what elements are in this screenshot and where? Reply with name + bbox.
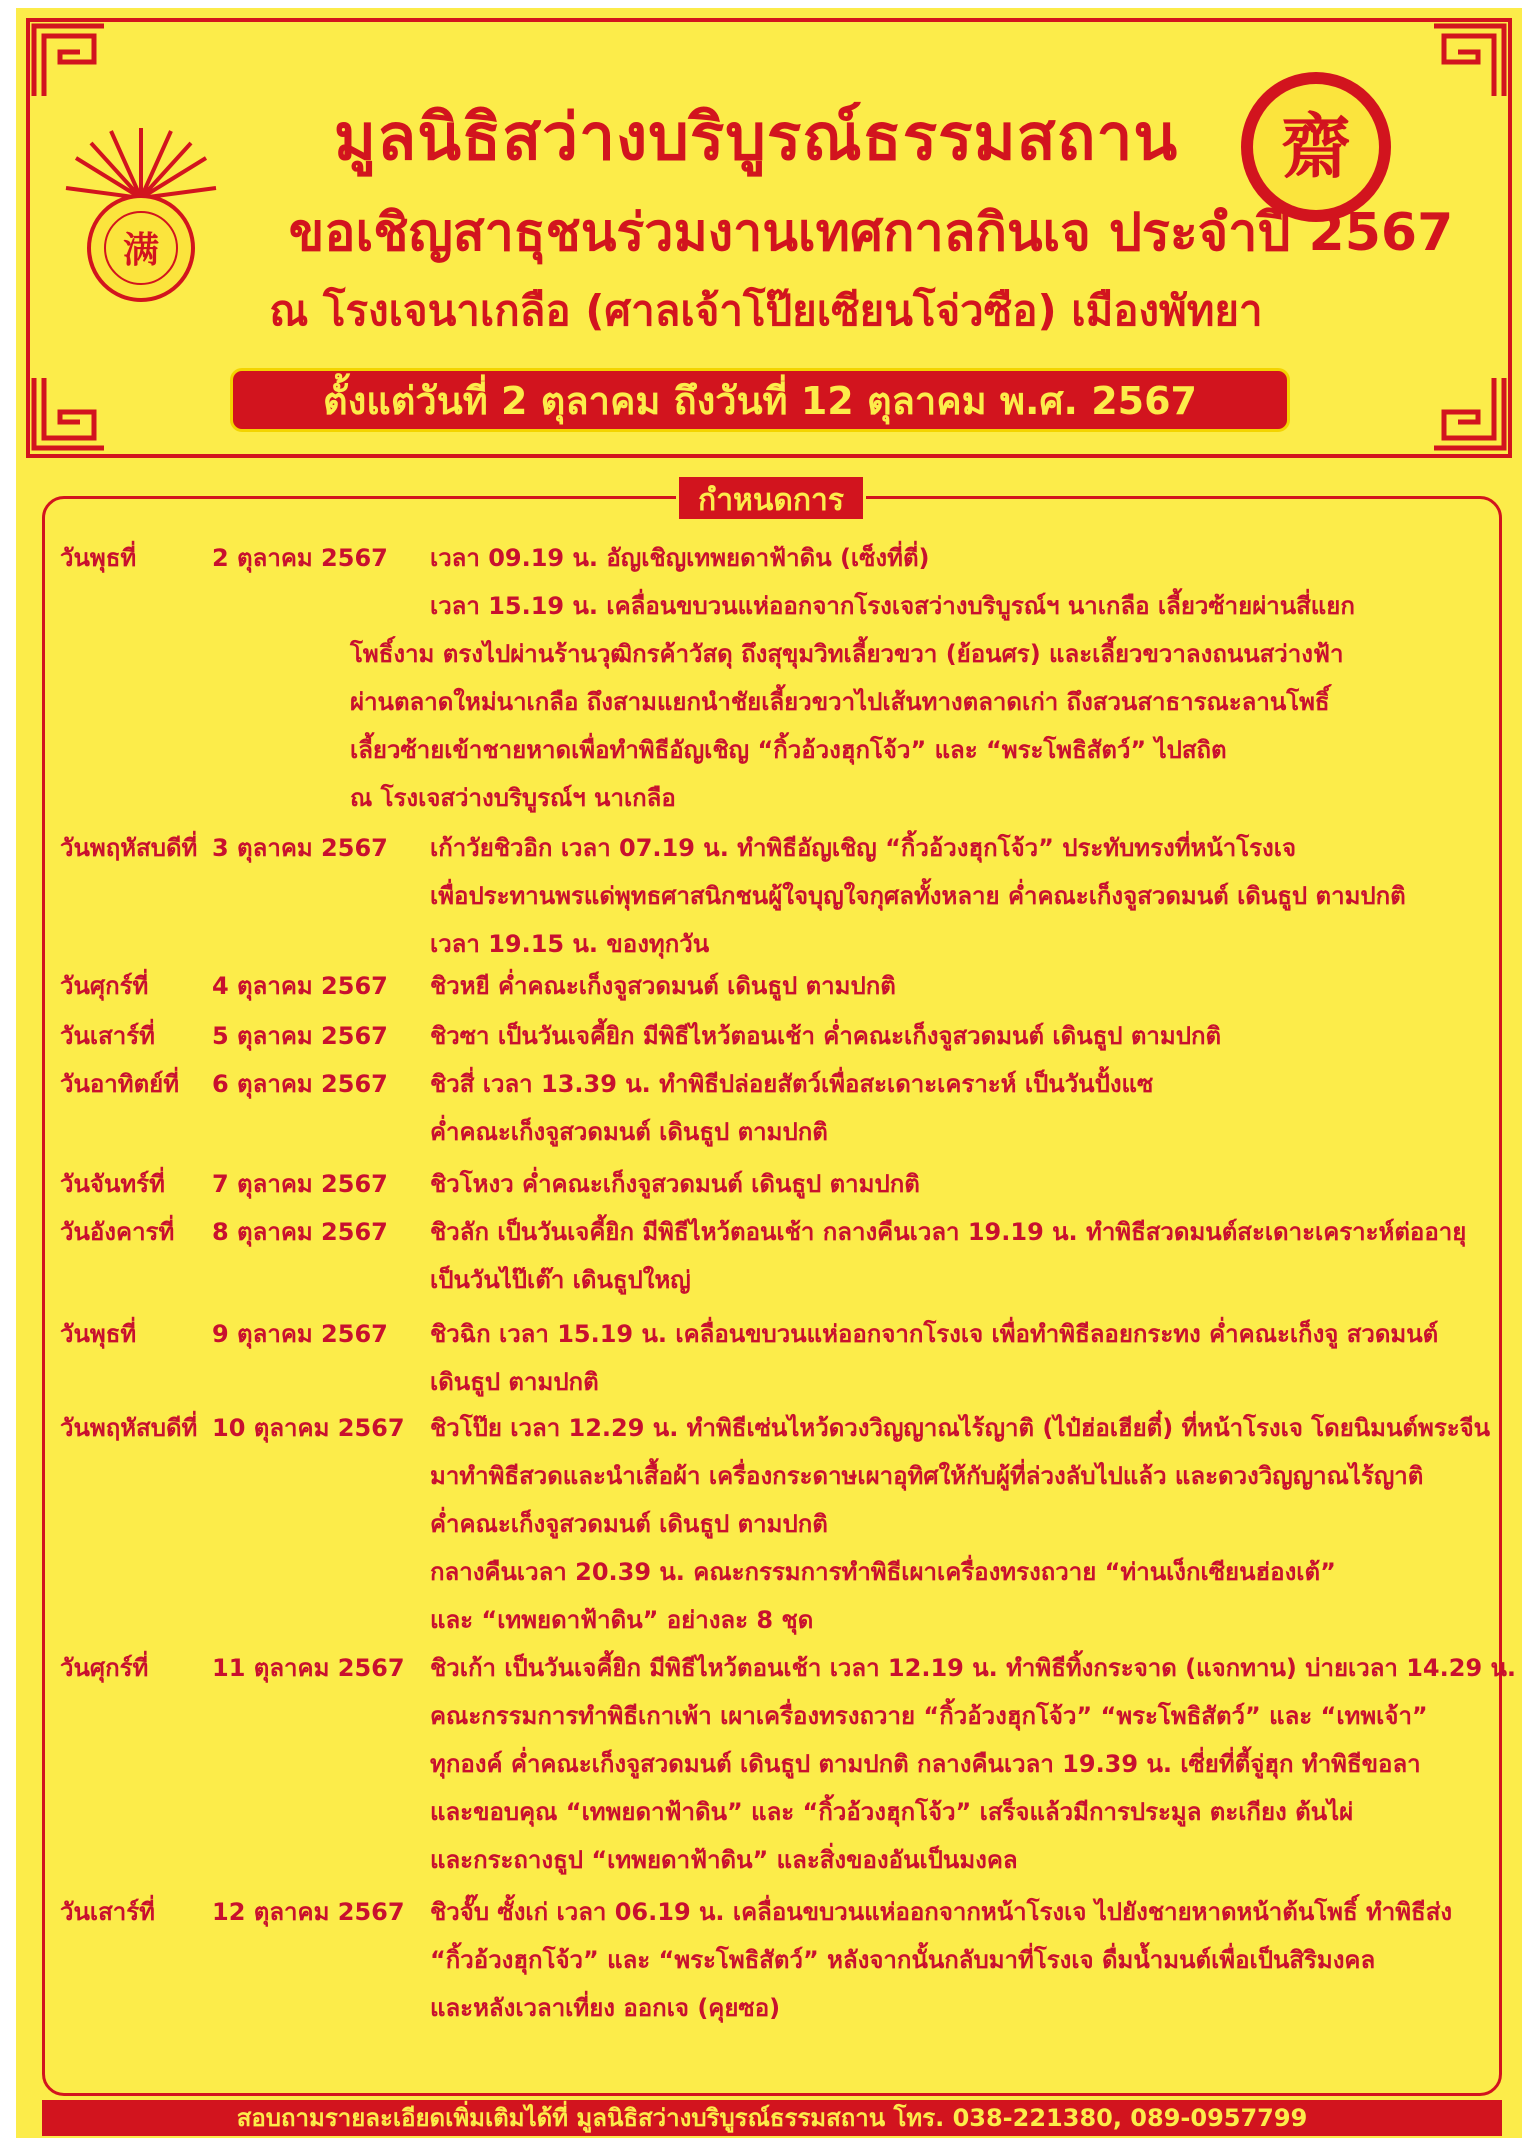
schedule-description xyxy=(430,1060,1530,1156)
schedule-date: 5 ตุลาคม 2567 xyxy=(212,1022,388,1050)
schedule-date: 4 ตุลาคม 2567 xyxy=(212,972,388,1000)
foundation-logo-icon xyxy=(56,98,226,308)
schedule-line: ชิวโป๊ย เวลา 12.29 น. ทำพิธีเซ่นไหว้ดวงวิญญาณไร้ญาติ (ไป๋ฮ่อเฮียตี๋) ที่หน้าโรงเจ โดยนิมนต์พระจีน xyxy=(430,1414,1491,1442)
schedule-description xyxy=(430,1160,1530,1208)
footer-contact: สอบถามรายละเอียดเพิ่มเติมได้ที่ มูลนิธิสว่างบริบูรณ์ธรรมสถาน โทร. 038-221380, 089-0957799 xyxy=(42,2100,1502,2136)
schedule-line: และกระถางธูป “เทพยดาฟ้าดิน” และสิ่งของอันเป็นมงคล xyxy=(430,1846,1018,1874)
schedule-line: ชิวจั๊บ ซั้งเก่ เวลา 06.19 น. เคลื่อนขบวนแห่ออกจากหน้าโรงเจ ไปยังชายหาดหน้าต้นโพธิ์ ทำพิธีส่ง xyxy=(430,1898,1453,1926)
logo-character: 满 xyxy=(122,230,160,271)
schedule-day: วันเสาร์ที่ xyxy=(60,1022,155,1050)
schedule-date: 9 ตุลาคม 2567 xyxy=(212,1320,388,1348)
schedule-line: ผ่านตลาดใหม่นาเกลือ ถึงสามแยกนำชัยเลี้ยวขวาไปเส้นทางตลาดเก่า ถึงสวนสาธารณะลานโพธิ์ xyxy=(350,688,1330,716)
schedule-day: วันพฤหัสบดีที่ xyxy=(60,834,198,862)
schedule-line: กลางคืนเวลา 20.39 น. คณะกรรมการทำพิธีเผาเครื่องทรงถวาย “ท่านเง็กเซียนฮ่องเต้” xyxy=(430,1558,1336,1586)
schedule-day: วันพุธที่ xyxy=(60,544,137,572)
schedule-line: เพื่อประทานพรแด่พุทธศาสนิกชนผู้ใจบุญใจกุศลทั้งหลาย ค่ำคณะเก็งจูสวดมนต์ เดินธูป ตามปกติ xyxy=(430,882,1406,910)
schedule-line: ชิวฉิก เวลา 15.19 น. เคลื่อนขบวนแห่ออกจากโรงเจ เพื่อทำพิธีลอยกระทง ค่ำคณะเก็งจู สวดมนต์ xyxy=(430,1320,1439,1348)
schedule-line: ชิวเก้า เป็นวันเจคี้ยิก มีพิธีไหว้ตอนเช้า เวลา 12.19 น. ทำพิธีทิ้งกระจาด (แจกทาน) บ่ายเวลา 14.29 น. xyxy=(430,1654,1517,1682)
schedule-day: วันพฤหัสบดีที่ xyxy=(60,1414,198,1442)
schedule-line: ชิวหยี ค่ำคณะเก็งจูสวดมนต์ เดินธูป ตามปกติ xyxy=(430,972,896,1000)
corner-fret-icon xyxy=(1430,374,1508,452)
schedule-description xyxy=(430,1310,1530,1406)
schedule-line: ชิวซา เป็นวันเจคี้ยิก มีพิธีไหว้ตอนเช้า ค่ำคณะเก็งจูสวดมนต์ เดินธูป ตามปกติ xyxy=(430,1022,1222,1050)
schedule-date: 2 ตุลาคม 2567 xyxy=(212,544,388,572)
date-band: ตั้งแต่วันที่ 2 ตุลาคม ถึงวันที่ 12 ตุลาคม พ.ศ. 2567 xyxy=(230,368,1290,432)
schedule-description xyxy=(430,1012,1530,1060)
corner-fret-icon xyxy=(30,374,108,452)
schedule-description xyxy=(350,534,1530,822)
schedule-date: 7 ตุลาคม 2567 xyxy=(212,1170,388,1198)
schedule-line: เวลา 19.15 น. ของทุกวัน xyxy=(430,930,710,958)
schedule-date: 12 ตุลาคม 2567 xyxy=(212,1898,405,1926)
schedule-title: กำหนดการ xyxy=(676,474,866,522)
schedule-day: วันศุกร์ที่ xyxy=(60,972,149,1000)
schedule-day: วันเสาร์ที่ xyxy=(60,1898,155,1926)
schedule-line: “กิ้วอ้วงฮุกโจ้ว” และ “พระโพธิสัตว์” หลังจากนั้นกลับมาที่โรงเจ ดื่มน้ำมนต์เพื่อเป็นสิริมงคล xyxy=(430,1946,1376,1974)
schedule-day: วันจันทร์ที่ xyxy=(60,1170,165,1198)
schedule-description xyxy=(430,1888,1530,2032)
schedule-line: และขอบคุณ “เทพยดาฟ้าดิน” และ “กิ้วอ้วงฮุกโจ้ว” เสร็จแล้วมีการประมูล ตะเกียง ต้นไผ่ xyxy=(430,1798,1354,1826)
schedule-line: โพธิ์งาม ตรงไปผ่านร้านวุฒิกรค้าวัสดุ ถึงสุขุมวิทเลี้ยวขวา (ย้อนศร) และเลี้ยวขวาลงถนนสว่างฟ้า xyxy=(350,640,1344,668)
page-subtitle: ขอเชิญสาธุชนร่วมงานเทศกาลกินเจ ประจำปี 2567 xyxy=(288,203,1454,263)
schedule-description xyxy=(430,1208,1530,1304)
schedule-date: 6 ตุลาคม 2567 xyxy=(212,1070,388,1098)
poster xyxy=(16,8,1522,2138)
schedule-line: ชิวโหงว ค่ำคณะเก็งจูสวดมนต์ เดินธูป ตามปกติ xyxy=(430,1170,920,1198)
schedule-day: วันอังคารที่ xyxy=(60,1218,175,1246)
schedule-line: ทุกองค์ ค่ำคณะเก็งจูสวดมนต์ เดินธูป ตามปกติ กลางคืนเวลา 19.39 น. เซี่ยที่ตี้จู่ฮุก ทำพิธีขอลา xyxy=(430,1750,1421,1778)
schedule-line: ณ โรงเจสว่างบริบูรณ์ฯ นาเกลือ xyxy=(350,784,676,812)
schedule-description xyxy=(430,962,1530,1010)
schedule-date: 11 ตุลาคม 2567 xyxy=(212,1654,405,1682)
schedule-description xyxy=(430,1404,1530,1644)
seal-character: 齋 xyxy=(1253,84,1379,210)
corner-fret-icon xyxy=(30,22,108,100)
page-title: มูลนิธิสว่างบริบูรณ์ธรรมสถาน xyxy=(333,101,1179,175)
schedule-line: เวลา 15.19 น. เคลื่อนขบวนแห่ออกจากโรงเจสว่างบริบูรณ์ฯ นาเกลือ เลี้ยวซ้ายผ่านสี่แยก xyxy=(430,592,1355,620)
schedule-line: ชิวสี่ เวลา 13.39 น. ทำพิธีปล่อยสัตว์เพื่อสะเดาะเคราะห์ เป็นวันปั้งแซ xyxy=(430,1070,1154,1098)
schedule-line: เป็นวันไป๊เต๊า เดินธูปใหญ่ xyxy=(430,1266,691,1294)
corner-fret-icon xyxy=(1430,22,1508,100)
schedule-line: และ “เทพยดาฟ้าดิน” อย่างละ 8 ชุด xyxy=(430,1606,814,1634)
schedule-day: วันพุธที่ xyxy=(60,1320,137,1348)
schedule-date: 10 ตุลาคม 2567 xyxy=(212,1414,405,1442)
schedule-line: ค่ำคณะเก็งจูสวดมนต์ เดินธูป ตามปกติ xyxy=(430,1510,828,1538)
schedule-line: ชิวลัก เป็นวันเจคี้ยิก มีพิธีไหว้ตอนเช้า กลางคืนเวลา 19.19 น. ทำพิธีสวดมนต์สะเดาะเคราะห์ต่ออายุ xyxy=(430,1218,1467,1246)
schedule-line: ค่ำคณะเก็งจูสวดมนต์ เดินธูป ตามปกติ xyxy=(430,1118,828,1146)
schedule-line: เวลา 09.19 น. อัญเชิญเทพยดาฟ้าดิน (เซ็งที่ตี่) xyxy=(430,544,930,572)
schedule-description xyxy=(430,1644,1530,1884)
schedule-line: มาทำพิธีสวดและนำเสื้อผ้า เครื่องกระดาษเผาอุทิศให้กับผู้ที่ล่วงลับไปแล้ว และดวงวิญญาณไร้ญาติ xyxy=(430,1462,1424,1490)
schedule-date: 3 ตุลาคม 2567 xyxy=(212,834,388,862)
schedule-line: เลี้ยวซ้ายเข้าชายหาดเพื่อทำพิธีอัญเชิญ “กิ้วอ้วงฮุกโจ้ว” และ “พระโพธิสัตว์” ไปสถิต xyxy=(350,736,1227,764)
schedule-description xyxy=(430,824,1530,968)
schedule-day: วันอาทิตย์ที่ xyxy=(60,1070,180,1098)
schedule-day: วันศุกร์ที่ xyxy=(60,1654,149,1682)
schedule-date: 8 ตุลาคม 2567 xyxy=(212,1218,388,1246)
schedule-line: เก้าวัยชิวอิก เวลา 07.19 น. ทำพิธีอัญเชิญ “กิ้วอ้วงฮุกโจ้ว” ประทับทรงที่หน้าโรงเจ xyxy=(430,834,1297,862)
schedule-line: และหลังเวลาเที่ยง ออกเจ (คุยซอ) xyxy=(430,1994,781,2022)
schedule-line: เดินธูป ตามปกติ xyxy=(430,1368,599,1396)
event-location: ณ โรงเจนาเกลือ (ศาลเจ้าโป๊ยเซียนโจ่วซือ) เมืองพัทยา xyxy=(269,286,1263,335)
schedule-line: คณะกรรมการทำพิธีเกาเพ้า เผาเครื่องทรงถวาย “กิ้วอ้วงฮุกโจ้ว” “พระโพธิสัตว์” และ “เทพเจ้า” xyxy=(430,1702,1428,1730)
